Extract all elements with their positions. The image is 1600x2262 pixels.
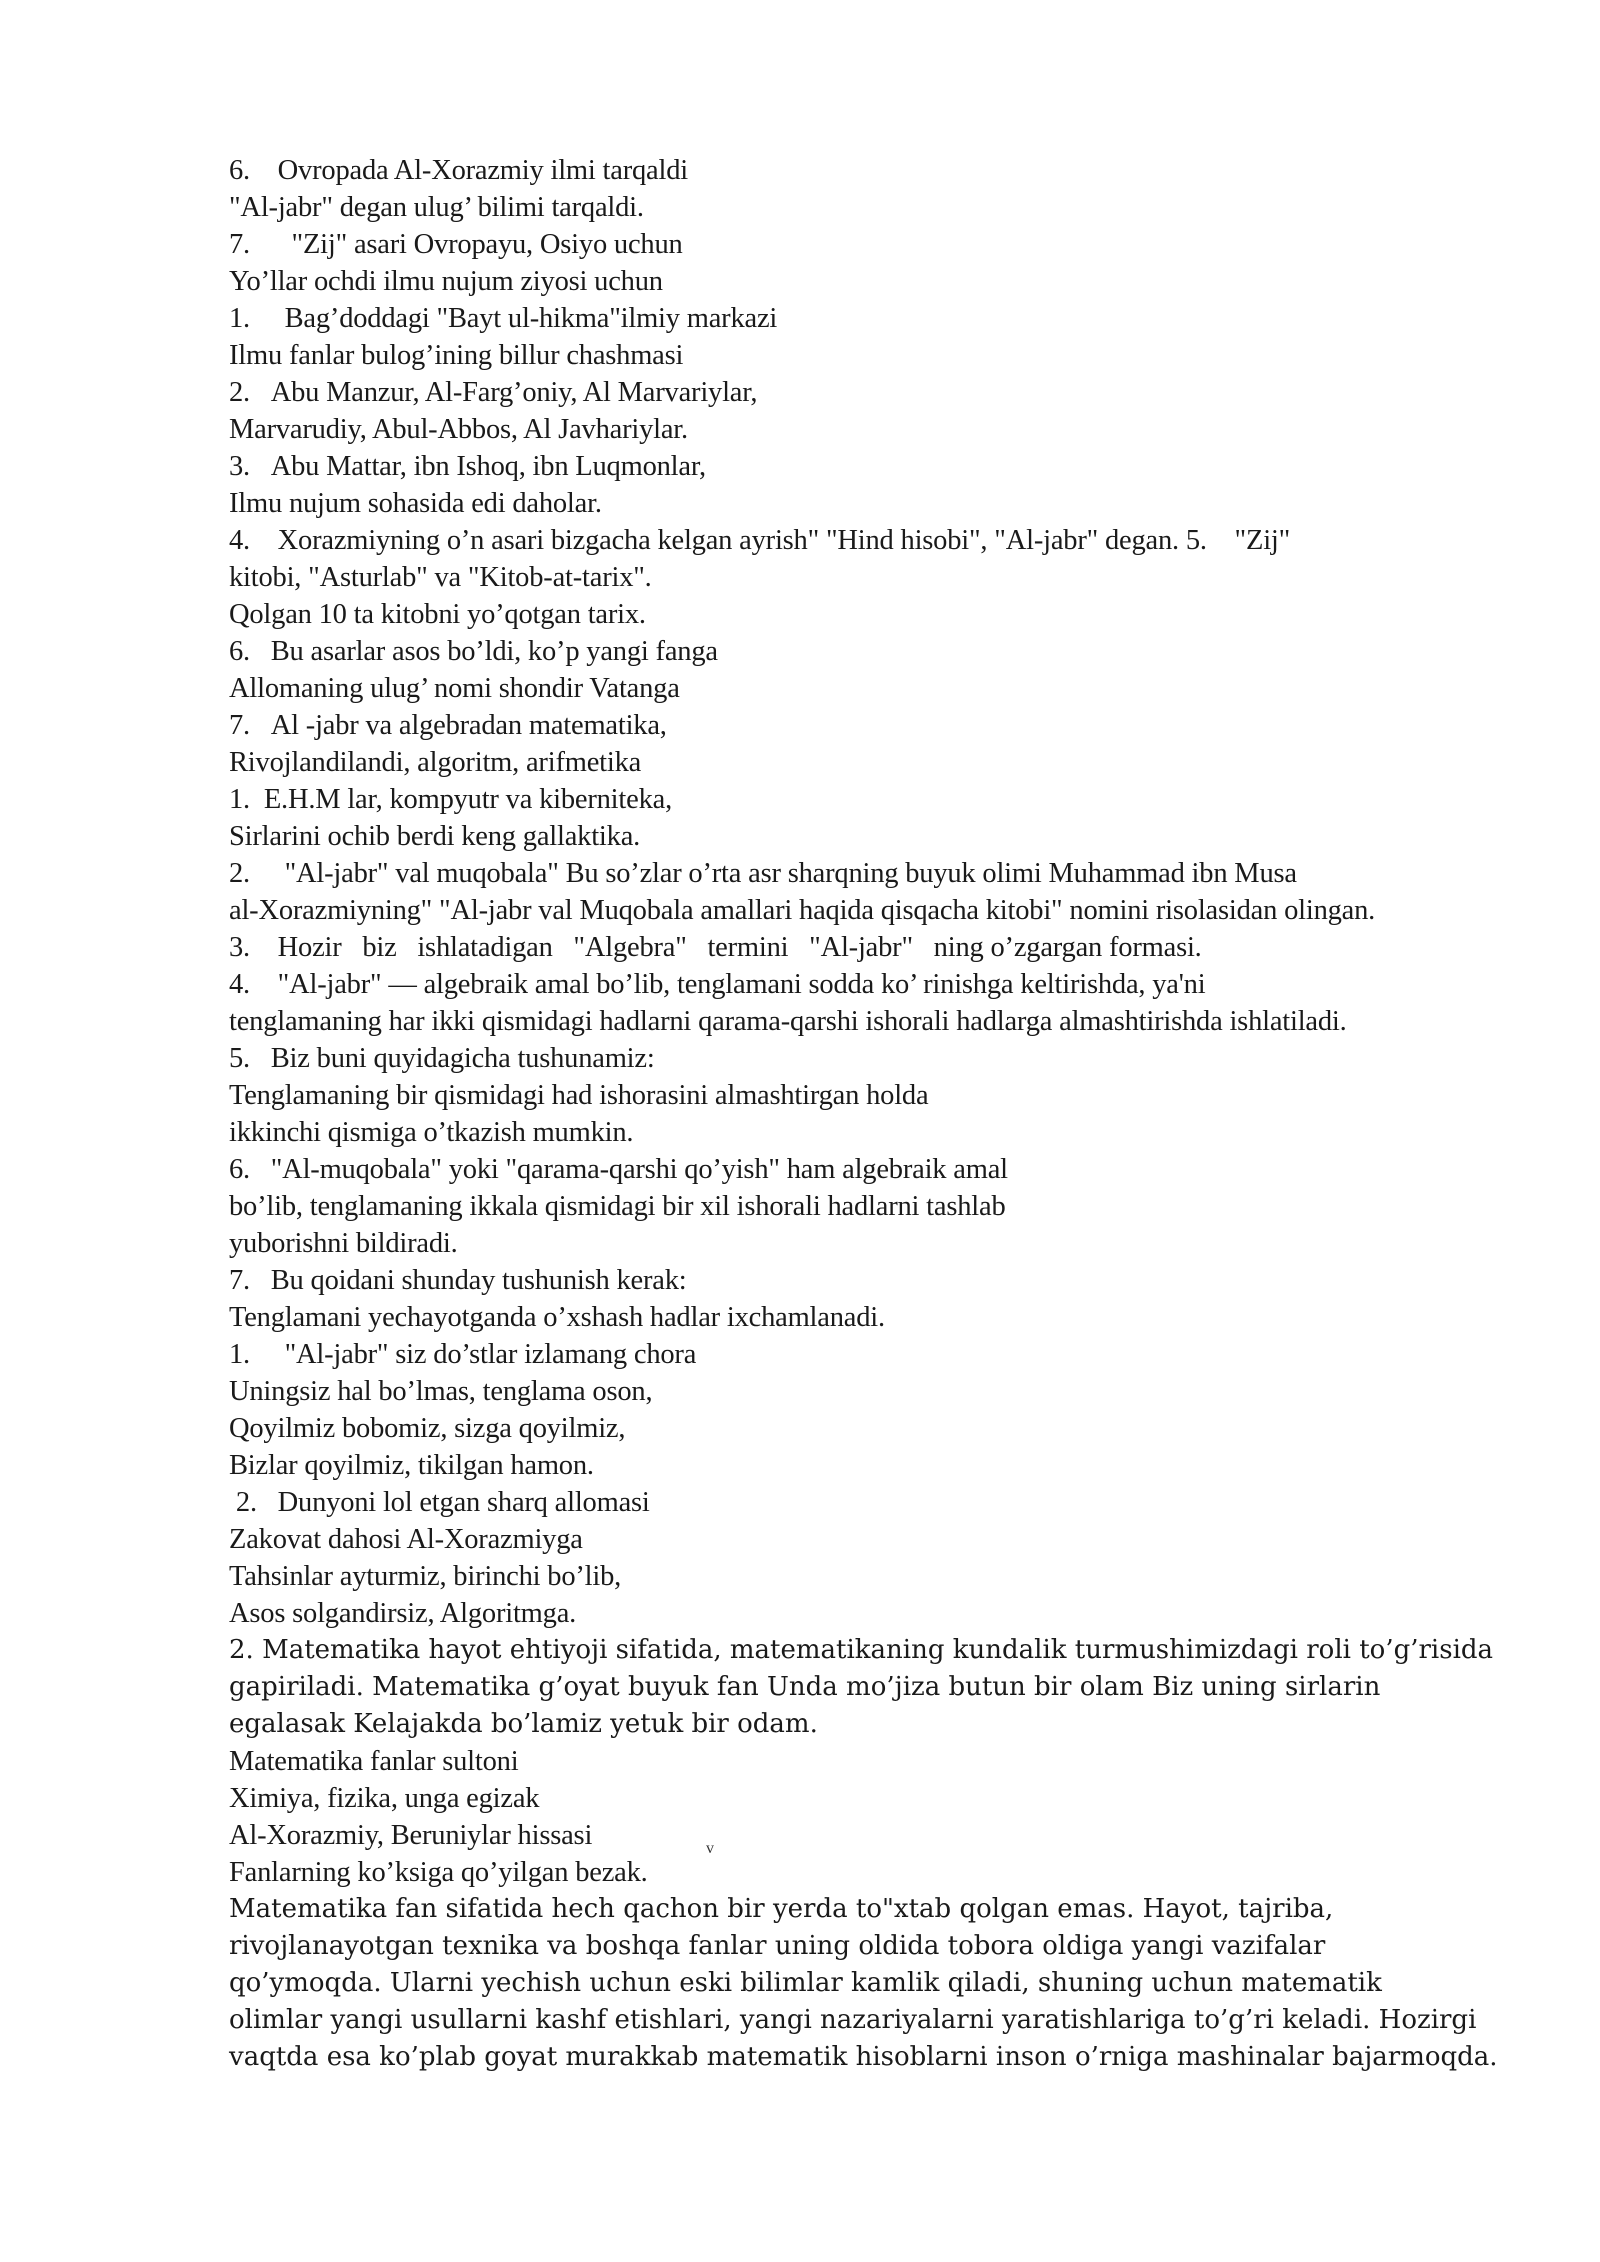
text-line: ikkinchi qismiga o’tkazish mumkin. (229, 1117, 634, 1148)
text-line: Sirlarini ochib berdi keng gallaktika. (229, 821, 641, 852)
text-line: egalasak Kelajakda bo’lamiz yetuk bir odam. (229, 1709, 818, 1739)
text-line: Ilmu fanlar bulog’ining billur chashmasi (229, 340, 684, 371)
text-line: "Al-jabr" degan ulug’ bilimi tarqaldi. (229, 192, 644, 223)
text-line: 6. Bu asarlar asos bo’ldi, ko’p yangi fanga (229, 636, 718, 667)
text-line: Fanlarning ko’ksiga qo’yilgan bezak. (229, 1857, 648, 1888)
text-line: Qoyilmiz bobomiz, sizga qoyilmiz, (229, 1413, 626, 1444)
text-line: Tenglamaning bir qismidagi had ishorasini almashtirgan holda (229, 1080, 929, 1111)
document-body (229, 152, 1529, 2076)
text-line: 2. Abu Manzur, Al-Farg’oniy, Al Marvariylar, (229, 377, 758, 408)
text-line: 4. "Al-jabr" — algebraik amal bo’lib, tenglamani sodda ko’ rinishga keltirishda, ya'ni (229, 969, 1206, 1000)
text-line: Yo’llar ochdi ilmu nujum ziyosi uchun (229, 266, 663, 297)
text-line: Al-Xorazmiy, Beruniylar hissasi (229, 1820, 593, 1851)
stray-mark: v (706, 1840, 714, 1857)
text-line: 4. Xorazmiyning o’n asari bizgacha kelgan ayrish" "Hind hisobi", "Al-jabr" degan. 5. "Zij" (229, 525, 1291, 556)
text-line: 5. Biz buni quyidagicha tushunamiz: (229, 1043, 655, 1074)
text-line: olimlar yangi usullarni kashf etishlari, yangi nazariyalarni yaratishlariga to’g’ri keladi. Hozirgi (229, 2005, 1477, 2035)
text-line: 7. Bu qoidani shunday tushunish kerak: (229, 1265, 687, 1296)
text-line: al-Xorazmiyning" "Al-jabr val Muqobala amallari haqida qisqacha kitobi" nomini risolasidan olingan. (229, 895, 1376, 926)
text-line: 1. Bag’doddagi "Bayt ul-hikma"ilmiy markazi (229, 303, 778, 334)
text-line: 7. "Zij" asari Ovropayu, Osiyo uchun (229, 229, 683, 260)
text-line: Asos solgandirsiz, Algoritmga. (229, 1598, 577, 1629)
text-line: gapiriladi. Matematika g’oyat buyuk fan Unda mo’jiza butun bir olam Biz uning sirlarin (229, 1672, 1381, 1702)
text-line: Bizlar qoyilmiz, tikilgan hamon. (229, 1450, 594, 1481)
text-line: kitobi, "Asturlab" va "Kitob-at-tarix". (229, 562, 652, 593)
text-line: 3. Hozir biz ishlatadigan "Algebra" termini "Al-jabr" ning o’zgargan formasi. (229, 932, 1202, 963)
text-line: Ilmu nujum sohasida edi daholar. (229, 488, 602, 519)
text-line: Uningsiz hal bo’lmas, tenglama oson, (229, 1376, 653, 1407)
text-line: 3. Abu Mattar, ibn Ishoq, ibn Luqmonlar, (229, 451, 706, 482)
text-line: 6. Ovropada Al-Xorazmiy ilmi tarqaldi (229, 155, 688, 186)
text-line: 1. "Al-jabr" siz do’stlar izlamang chora (229, 1339, 697, 1370)
text-line: Tenglamani yechayotganda o’xshash hadlar ixchamlanadi. (229, 1302, 885, 1333)
text-line: 2. Matematika hayot ehtiyoji sifatida, matematikaning kundalik turmushimizdagi roli to’g’risida (229, 1635, 1494, 1665)
text-line: Ximiya, fizika, unga egizak (229, 1783, 540, 1814)
text-line: 2. "Al-jabr" val muqobala" Bu so’zlar o’rta asr sharqning buyuk olimi Muhammad ibn Musa (229, 858, 1297, 889)
text-line: Matematika fanlar sultoni (229, 1746, 519, 1777)
text-line: Qolgan 10 ta kitobni yo’qotgan tarix. (229, 599, 646, 630)
text-line: rivojlanayotgan texnika va boshqa fanlar uning oldida tobora oldiga yangi vazifalar (229, 1931, 1326, 1961)
text-line: 1. E.H.M lar, kompyutr va kiberniteka, (229, 784, 672, 815)
text-line: tenglamaning har ikki qismidagi hadlarni qarama-qarshi ishorali hadlarga almashtirishda ishlatiladi. (229, 1006, 1347, 1037)
text-line: Marvarudiy, Abul-Abbos, Al Javhariylar. (229, 414, 688, 445)
text-line: 6. "Al-muqobala" yoki "qarama-qarshi qo’yish" ham algebraik amal (229, 1154, 1008, 1185)
text-line: yuborishni bildiradi. (229, 1228, 458, 1259)
text-line: 2. Dunyoni lol etgan sharq allomasi (229, 1487, 650, 1518)
text-line: Matematika fan sifatida hech qachon bir yerda to"xtab qolgan emas. Hayot, tajriba, (229, 1894, 1334, 1924)
text-line: Allomaning ulug’ nomi shondir Vatanga (229, 673, 680, 704)
text-line: Rivojlandilandi, algoritm, arifmetika (229, 747, 642, 778)
text-line: qo’ymoqda. Ularni yechish uchun eski bilimlar kamlik qiladi, shuning uchun matematik (229, 1968, 1382, 1998)
text-line: Zakovat dahosi Al-Xorazmiyga (229, 1524, 583, 1555)
text-line: Tahsinlar ayturmiz, birinchi bo’lib, (229, 1561, 622, 1592)
text-line: bo’lib, tenglamaning ikkala qismidagi bir xil ishorali hadlarni tashlab (229, 1191, 1006, 1222)
text-line: 7. Al -jabr va algebradan matematika, (229, 710, 667, 741)
text-line: vaqtda esa ko’plab goyat murakkab matematik hisoblarni inson o’rniga mashinalar bajarmoqda. (229, 2042, 1498, 2072)
